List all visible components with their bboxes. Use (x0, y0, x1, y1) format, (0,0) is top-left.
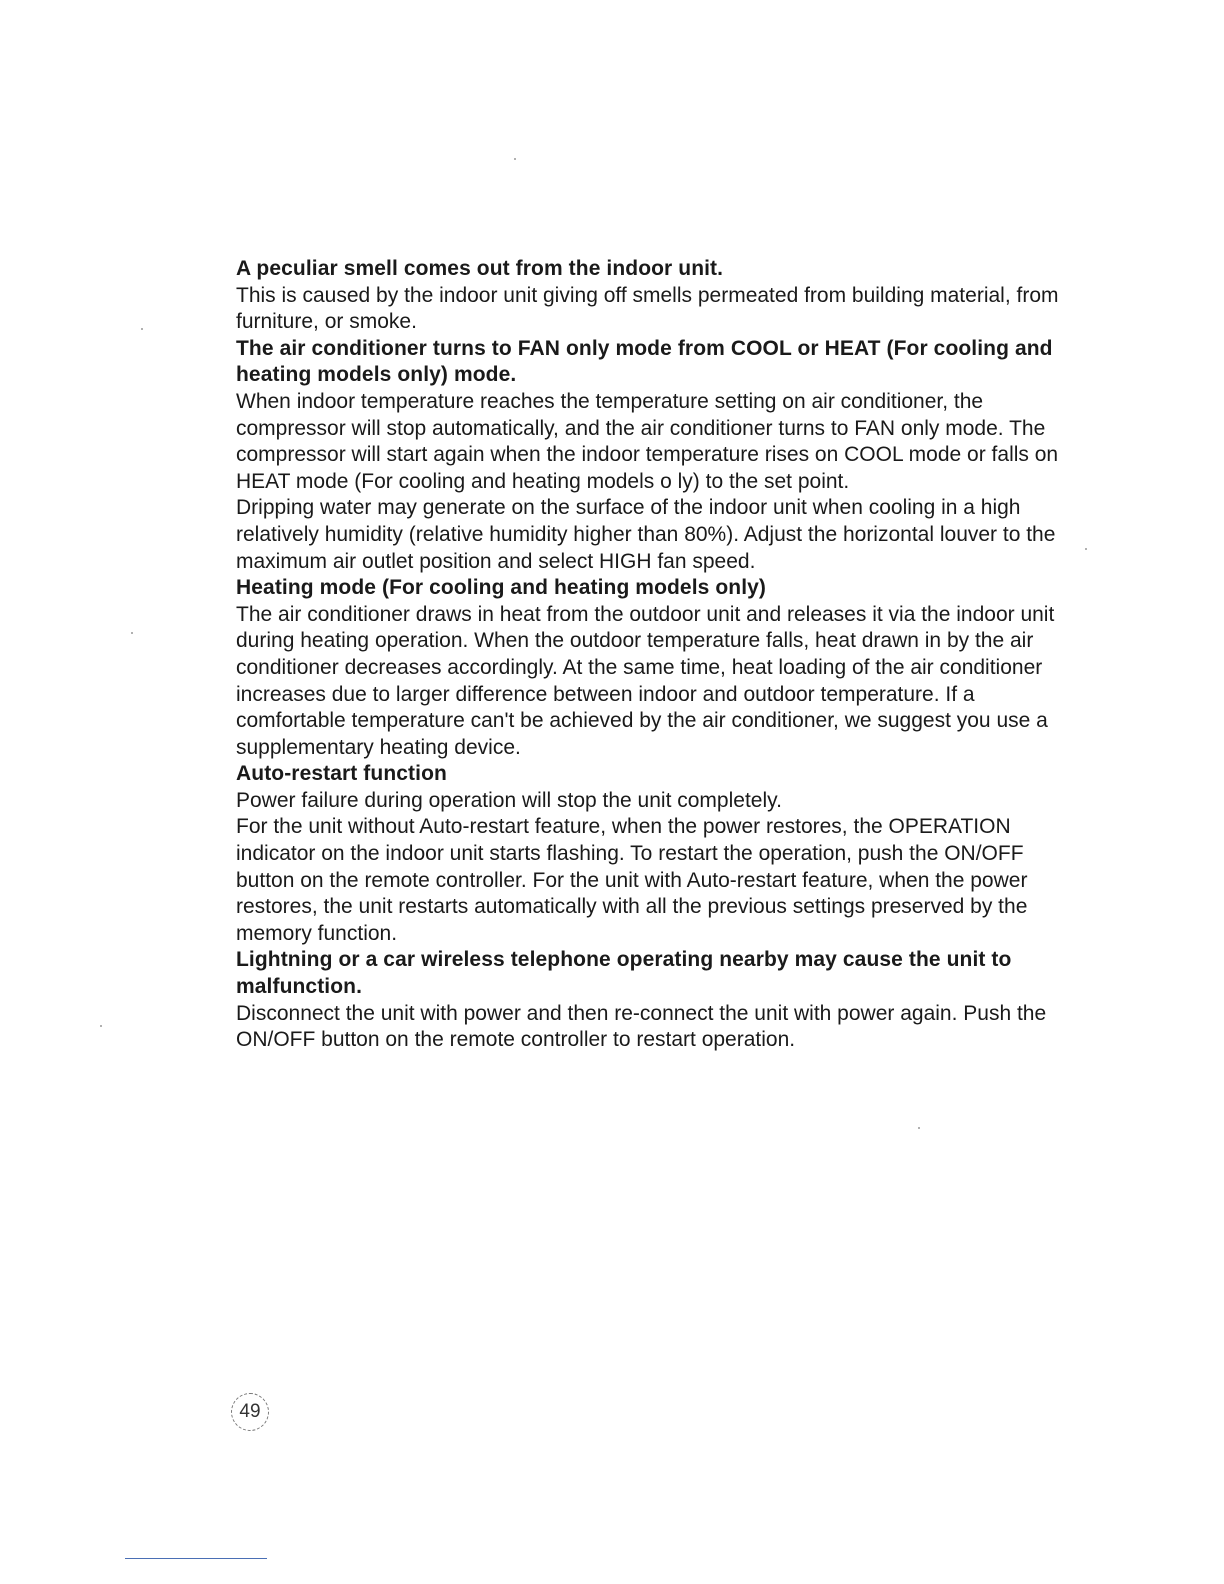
scan-speck (100, 1025, 102, 1027)
section-heading-peculiar-smell: A peculiar smell comes out from the indoor unit. (236, 257, 724, 280)
scan-speck (1085, 548, 1087, 550)
page-number-badge (231, 1393, 269, 1431)
section-heading-fan-only-mode: The air conditioner turns to FAN only mode from COOL or HEAT (For cooling and heating models only) mode. (236, 336, 1053, 387)
page-number-ring (231, 1393, 269, 1431)
scan-speck (141, 328, 143, 330)
section-heading-heating-mode: Heating mode (For cooling and heating models only) (236, 576, 767, 600)
section-paragraph: The air conditioner draws in heat from the outdoor unit and releases it via the indoor unit during heating operation. When the outdoor temperature falls, heat drawn in by the air conditioner decreases accordingly. At the same time, heat loading of the air conditioner increases due to larger difference between indoor and outdoor temperature. If a comfortable temperature can't be achieved by the air conditioner, we suggest you use a supplementary heating device. (236, 602, 1055, 759)
page-number: 49 (239, 1401, 261, 1422)
scan-speck (514, 158, 516, 160)
section-paragraph: For the unit without Auto-restart feature, when the power restores, the OPERATION indicator on the indoor unit starts flashing. To restart the operation, push the ON/OFF button on the remote controller. For the unit with Auto-restart feature, when the power restores, the unit restarts automatically with all the previous settings preserved by the memory function. (236, 815, 1028, 945)
section-paragraph: This is caused by the indoor unit giving off smells permeated from building material, from furniture, or smoke. (236, 283, 1059, 334)
scan-speck (131, 632, 133, 634)
document-body (236, 256, 1076, 1054)
section-heading-auto-restart: Auto-restart function (236, 762, 447, 786)
section-paragraph: When indoor temperature reaches the temperature setting on air conditioner, the compressor will stop automatically, and the air conditioner turns to FAN only mode. The compressor will start again when the indoor temperature rises on COOL mode or falls on HEAT mode (For cooling and heating models o ly) to the set point. (236, 389, 1059, 493)
section-paragraph: Power failure during operation will stop the unit completely. (236, 788, 782, 812)
section-heading-lightning-malfunction: Lightning or a car wireless telephone operating nearby may cause the unit to malfunction. (236, 948, 1012, 999)
section-paragraph: Dripping water may generate on the surface of the indoor unit when cooling in a high relatively humidity (relative humidity higher than 80%). Adjust the horizontal louver to the maximum air outlet position and select HIGH fan speed. (236, 496, 1056, 573)
scan-speck (918, 1127, 920, 1129)
section-paragraph: Disconnect the unit with power and then re-connect the unit with power again. Push the ON/OFF button on the remote controller to restart operation. (236, 1001, 1047, 1052)
bottom-rule (125, 1558, 267, 1559)
